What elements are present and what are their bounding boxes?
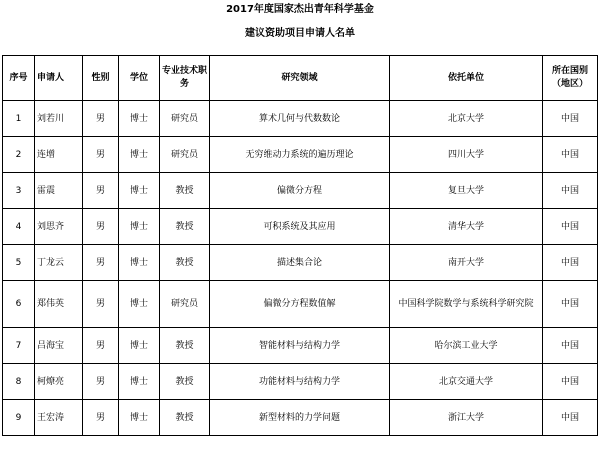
cell-name: 雷震	[35, 173, 83, 209]
cell-field: 偏微分方程数值解	[210, 281, 390, 328]
cell-name: 刘思齐	[35, 209, 83, 245]
cell-no: 1	[3, 101, 35, 137]
cell-degree: 博士	[119, 281, 160, 328]
document-title: 2017年度国家杰出青年科学基金	[226, 4, 374, 15]
cell-field: 智能材料与结构力学	[210, 328, 390, 364]
cell-degree: 博士	[119, 209, 160, 245]
cell-title: 教授	[160, 400, 210, 436]
cell-name: 连增	[35, 137, 83, 173]
cell-title: 研究员	[160, 101, 210, 137]
cell-institution: 浙江大学	[390, 400, 543, 436]
cell-degree: 博士	[119, 328, 160, 364]
cell-title: 教授	[160, 209, 210, 245]
cell-name: 柯燎亮	[35, 364, 83, 400]
cell-institution: 哈尔滨工业大学	[390, 328, 543, 364]
cell-region: 中国	[543, 328, 598, 364]
cell-gender: 男	[83, 137, 119, 173]
cell-institution: 北京大学	[390, 101, 543, 137]
cell-no: 8	[3, 364, 35, 400]
cell-degree: 博士	[119, 245, 160, 281]
cell-title: 研究员	[160, 137, 210, 173]
cell-title: 研究员	[160, 281, 210, 328]
cell-gender: 男	[83, 328, 119, 364]
applicant-table	[2, 55, 598, 436]
table-header-row	[3, 56, 598, 101]
cell-gender: 男	[83, 173, 119, 209]
cell-institution: 中国科学院数学与系统科学研究院	[390, 281, 543, 328]
header-field: 研究领域	[210, 56, 390, 101]
cell-gender: 男	[83, 364, 119, 400]
cell-degree: 博士	[119, 173, 160, 209]
table-row	[3, 209, 598, 245]
cell-gender: 男	[83, 101, 119, 137]
cell-no: 3	[3, 173, 35, 209]
table-row	[3, 400, 598, 436]
cell-degree: 博士	[119, 400, 160, 436]
cell-no: 5	[3, 245, 35, 281]
cell-region: 中国	[543, 400, 598, 436]
cell-institution: 清华大学	[390, 209, 543, 245]
cell-gender: 男	[83, 400, 119, 436]
table-row	[3, 245, 598, 281]
header-name: 申请人	[35, 56, 83, 101]
cell-no: 4	[3, 209, 35, 245]
cell-no: 9	[3, 400, 35, 436]
header-gender: 性别	[83, 56, 119, 101]
header-institution: 依托单位	[390, 56, 543, 101]
cell-name: 王宏涛	[35, 400, 83, 436]
cell-degree: 博士	[119, 364, 160, 400]
cell-region: 中国	[543, 364, 598, 400]
cell-name: 丁龙云	[35, 245, 83, 281]
cell-institution: 北京交通大学	[390, 364, 543, 400]
cell-no: 6	[3, 281, 35, 328]
cell-field: 可积系统及其应用	[210, 209, 390, 245]
cell-no: 7	[3, 328, 35, 364]
cell-no: 2	[3, 137, 35, 173]
cell-title: 教授	[160, 328, 210, 364]
cell-region: 中国	[543, 173, 598, 209]
cell-institution: 复旦大学	[390, 173, 543, 209]
cell-institution: 四川大学	[390, 137, 543, 173]
table-row	[3, 281, 598, 328]
cell-region: 中国	[543, 209, 598, 245]
cell-degree: 博士	[119, 101, 160, 137]
table-row	[3, 328, 598, 364]
document-subtitle: 建议资助项目申请人名单	[245, 28, 355, 39]
cell-name: 吕海宝	[35, 328, 83, 364]
cell-field: 偏微分方程	[210, 173, 390, 209]
cell-name: 郑伟英	[35, 281, 83, 328]
cell-gender: 男	[83, 245, 119, 281]
table-row	[3, 137, 598, 173]
cell-title: 教授	[160, 245, 210, 281]
cell-gender: 男	[83, 209, 119, 245]
cell-field: 功能材料与结构力学	[210, 364, 390, 400]
cell-gender: 男	[83, 281, 119, 328]
table-row	[3, 101, 598, 137]
cell-field: 描述集合论	[210, 245, 390, 281]
cell-degree: 博士	[119, 137, 160, 173]
header-region: 所在国别（地区）	[543, 56, 598, 101]
cell-field: 算术几何与代数数论	[210, 101, 390, 137]
cell-institution: 南开大学	[390, 245, 543, 281]
cell-name: 刘若川	[35, 101, 83, 137]
cell-region: 中国	[543, 101, 598, 137]
cell-field: 新型材料的力学问题	[210, 400, 390, 436]
cell-title: 教授	[160, 173, 210, 209]
cell-title: 教授	[160, 364, 210, 400]
cell-region: 中国	[543, 245, 598, 281]
table-row	[3, 364, 598, 400]
table-row	[3, 173, 598, 209]
header-title: 专业技术职务	[160, 56, 210, 101]
header-no: 序号	[3, 56, 35, 101]
header-degree: 学位	[119, 56, 160, 101]
cell-field: 无穷维动力系统的遍历理论	[210, 137, 390, 173]
cell-region: 中国	[543, 281, 598, 328]
cell-region: 中国	[543, 137, 598, 173]
